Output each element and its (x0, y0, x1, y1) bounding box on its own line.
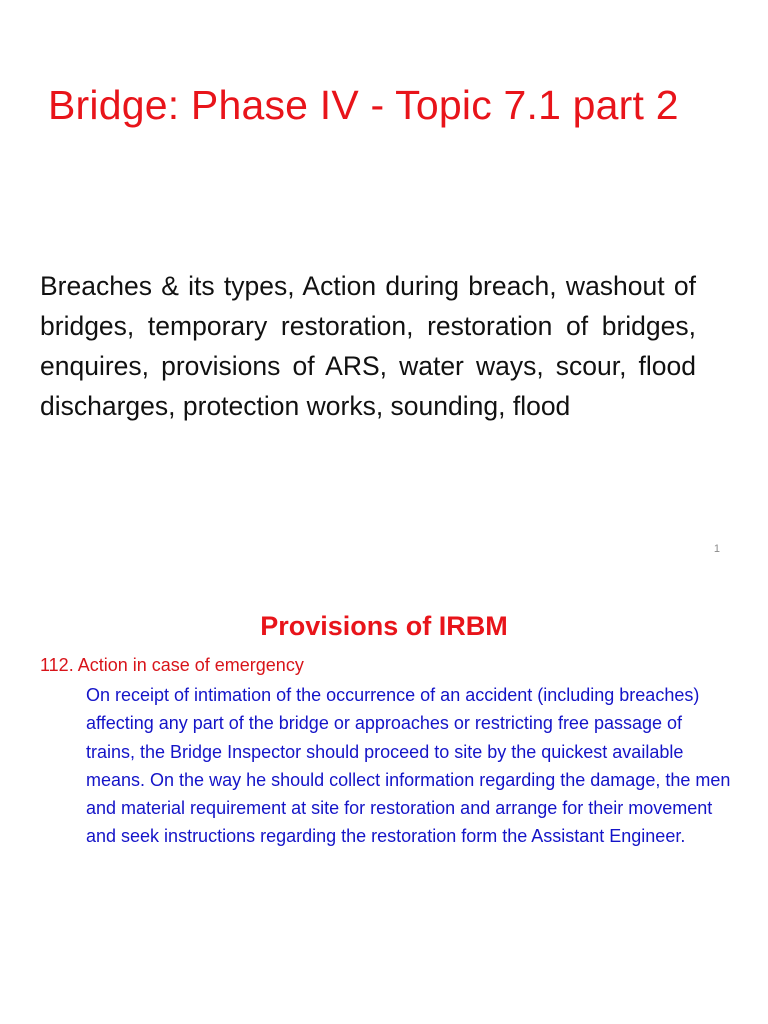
slide-topics-text: Breaches & its types, Action during breach, washout of bridges, temporary restoration, restoration of bridges, enquires, provisions of ARS, water ways, scour, flood discharges, protection works, sounding, flood (40, 271, 696, 421)
slide-2 (0, 575, 768, 1024)
page-number: 1 (713, 543, 720, 555)
section-heading: 112. Action in case of emergency (40, 655, 304, 675)
section-body-text: On receipt of intimation of the occurrence of an accident (including breaches) affecting any part of the bridge or approaches or restricting free passage of trains, the Bridge Inspector should proceed to site by the quickest available means. On the way he should collect information regarding the damage, the men and material requirement at site for restoration and arrange for their movement and seek instructions regarding the restoration form the Assistant Engineer. (86, 685, 731, 847)
slide-title: Provisions of IRBM (260, 611, 508, 641)
slide-title: Bridge: Phase IV - Topic 7.1 part 2 (48, 82, 679, 128)
